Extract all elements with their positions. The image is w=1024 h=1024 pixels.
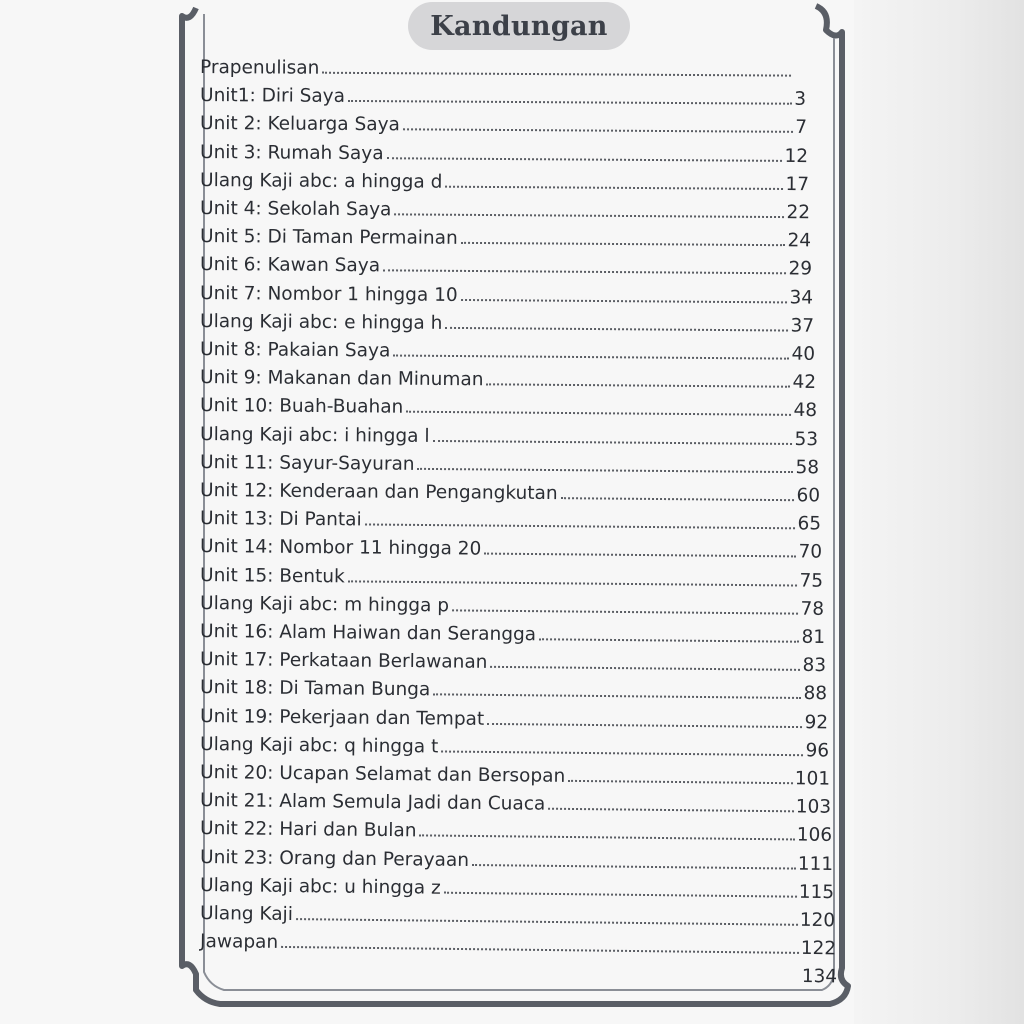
toc-entry-page: 34 xyxy=(789,287,814,309)
toc-entry xyxy=(200,870,834,903)
toc-entry-label: Ulang Kaji abc: m hingga p xyxy=(200,592,450,617)
dot-leader xyxy=(461,299,788,303)
dot-leader xyxy=(539,638,799,643)
toc-entry-label: Unit 6: Kawan Saya xyxy=(200,254,381,277)
toc-entry-label: Unit 21: Alam Semula Jadi dan Cuaca xyxy=(200,790,546,815)
dot-leader xyxy=(487,723,802,728)
dot-leader xyxy=(472,864,796,870)
toc-entry-label xyxy=(200,980,802,987)
toc-entry-label: Ulang Kaji abc: a hingga d xyxy=(200,169,443,193)
toc-entry-page: 111 xyxy=(797,853,834,875)
toc-entry xyxy=(200,447,819,478)
dot-leader xyxy=(403,129,793,134)
toc-entry-page: 115 xyxy=(798,881,835,903)
dot-leader xyxy=(490,666,800,671)
toc-entry xyxy=(200,954,837,987)
toc-entry-label: Unit 8: Pakaian Saya xyxy=(200,339,391,362)
toc-entry-label: Unit 12: Kenderaan dan Pengangkutan xyxy=(200,480,558,505)
toc-entry xyxy=(200,193,810,223)
toc-entry xyxy=(200,419,818,450)
toc-entry-label: Unit 23: Orang dan Perayaan xyxy=(200,846,470,871)
toc-entry-label: Unit 20: Ucapan Selamat dan Bersopan xyxy=(200,762,566,787)
toc-entry-page: 48 xyxy=(793,400,818,422)
toc-entry xyxy=(200,475,820,506)
toc-entry-page: 60 xyxy=(796,485,821,507)
toc-entry xyxy=(200,278,813,309)
toc-entry xyxy=(200,729,829,761)
dot-leader xyxy=(348,580,798,586)
dot-leader xyxy=(383,270,786,275)
toc-entry xyxy=(200,165,809,195)
toc-entry-label: Unit1: Diri Saya xyxy=(200,85,346,108)
toc-entry-label: Unit 5: Di Taman Permainan xyxy=(200,226,458,250)
toc-entry-page: 120 xyxy=(799,909,836,932)
toc-entry xyxy=(200,80,806,110)
toc-entry-label: Unit 7: Nombor 1 hingga 10 xyxy=(200,282,458,306)
dot-leader xyxy=(433,694,801,700)
toc-entry-label: Unit 19: Pekerjaan dan Tempat xyxy=(200,705,485,730)
toc-entry-label: Unit 2: Keluarga Saya xyxy=(200,113,400,136)
toc-entry-page: 92 xyxy=(804,711,829,733)
toc-entry-page: 40 xyxy=(791,343,816,365)
toc-entry-page: 17 xyxy=(785,173,810,195)
dot-leader xyxy=(452,609,798,614)
toc-entry-label: Ulang Kaji abc: i hingga l xyxy=(200,423,430,447)
page-title: Kandungan xyxy=(430,10,608,42)
toc-entry xyxy=(200,390,817,421)
toc-entry xyxy=(200,249,812,279)
toc-entry xyxy=(200,221,811,251)
toc-entry xyxy=(200,334,815,365)
toc-entry-page: 106 xyxy=(796,824,833,847)
toc-entry xyxy=(200,616,825,648)
dot-leader xyxy=(393,355,789,360)
dot-leader xyxy=(322,72,791,77)
dot-leader xyxy=(365,524,796,530)
toc-entry xyxy=(200,560,823,592)
toc-entry-label: Jawapan xyxy=(200,931,279,954)
toc-entry-label: Unit 22: Hari dan Bulan xyxy=(200,818,417,842)
toc-entry-label: Unit 4: Sekolah Saya xyxy=(200,198,392,221)
toc-entry-label: Unit 15: Bentuk xyxy=(200,564,345,587)
toc-entry-page: 58 xyxy=(795,456,820,479)
toc-entry xyxy=(200,813,832,846)
toc-entry-page: 83 xyxy=(802,655,827,677)
toc-entry-page: 22 xyxy=(786,202,811,224)
dot-leader xyxy=(281,946,799,954)
toc-entry xyxy=(200,503,821,535)
toc-entry xyxy=(200,52,805,82)
toc-entry-page: 75 xyxy=(799,570,824,592)
toc-entry-label: Unit 16: Alam Haiwan dan Serangga xyxy=(200,621,537,646)
dot-leader xyxy=(418,468,794,473)
toc-entry xyxy=(200,588,824,620)
toc-entry-page: 7 xyxy=(795,117,808,139)
toc-entry-page: 37 xyxy=(790,315,815,337)
dot-leader xyxy=(548,808,794,813)
toc-entry-label: Unit 10: Buah-Buahan xyxy=(200,395,404,419)
dot-leader xyxy=(387,157,783,162)
toc-entry-page: 24 xyxy=(787,230,812,252)
toc-entry-page: 70 xyxy=(798,541,823,564)
toc-entry-page: 65 xyxy=(797,513,822,535)
toc-entry-page: 29 xyxy=(788,258,813,280)
toc-entry-label: Unit 9: Makanan dan Minuman xyxy=(200,367,484,391)
toc-entry-page: 88 xyxy=(803,683,828,705)
toc-entry xyxy=(200,362,816,393)
toc-entry xyxy=(200,644,826,676)
dot-leader xyxy=(348,100,792,105)
toc-entry xyxy=(200,701,828,733)
toc-entry-label: Unit 17: Perkataan Berlawanan xyxy=(200,649,488,673)
toc-entry-page: 12 xyxy=(784,145,809,167)
toc-entry xyxy=(200,785,831,818)
toc-entry xyxy=(200,531,822,563)
toc-entry-label: Unit 13: Di Pantai xyxy=(200,508,362,531)
toc-entry xyxy=(200,757,830,790)
toc-entry-label: Unit 3: Rumah Saya xyxy=(200,141,384,164)
dot-leader xyxy=(445,185,783,189)
dot-leader xyxy=(461,242,786,246)
toc-entry-page: 134 xyxy=(801,966,838,988)
toc-entry-label: Ulang Kaji abc: u hingga z xyxy=(200,874,441,899)
toc-entry-label: Prapenulisan xyxy=(200,57,320,79)
toc-entry-label: Unit 11: Sayur-Sayuran xyxy=(200,451,415,475)
toc-entry-page: 122 xyxy=(800,938,837,960)
toc-entry xyxy=(200,842,833,875)
toc-entry xyxy=(200,108,807,138)
dot-leader xyxy=(296,918,798,926)
dot-leader xyxy=(441,750,803,756)
dot-leader xyxy=(419,835,794,841)
dot-leader xyxy=(444,892,797,898)
toc-entry-page: 53 xyxy=(794,428,819,450)
toc-entry-page: 103 xyxy=(795,796,832,818)
dot-leader xyxy=(561,497,795,501)
toc-entry-page: 78 xyxy=(800,598,825,620)
toc-entry xyxy=(200,306,814,337)
dot-leader xyxy=(445,327,788,332)
toc-entry-page: 101 xyxy=(794,768,831,790)
toc-entry xyxy=(200,137,808,167)
toc-entry-label: Ulang Kaji abc: q hingga t xyxy=(200,733,439,758)
toc-entry-page: 42 xyxy=(792,371,817,394)
toc-entry xyxy=(200,672,827,704)
dot-leader xyxy=(568,780,793,784)
toc-entry-label: Ulang Kaji xyxy=(200,903,294,926)
dot-leader xyxy=(394,213,784,218)
toc-entry-page: 81 xyxy=(801,626,826,648)
dot-leader xyxy=(433,440,793,445)
toc-entry-page: 3 xyxy=(794,88,807,110)
toc-entry-label: Unit 14: Nombor 11 hingga 20 xyxy=(200,536,482,560)
toc-entry-label: Ulang Kaji abc: e hingga h xyxy=(200,310,443,334)
dot-leader xyxy=(484,553,796,558)
toc-entry-label: Unit 18: Di Taman Bunga xyxy=(200,677,431,701)
dot-leader xyxy=(486,383,790,387)
toc-entry-page: 96 xyxy=(805,740,830,762)
dot-leader xyxy=(406,411,791,416)
